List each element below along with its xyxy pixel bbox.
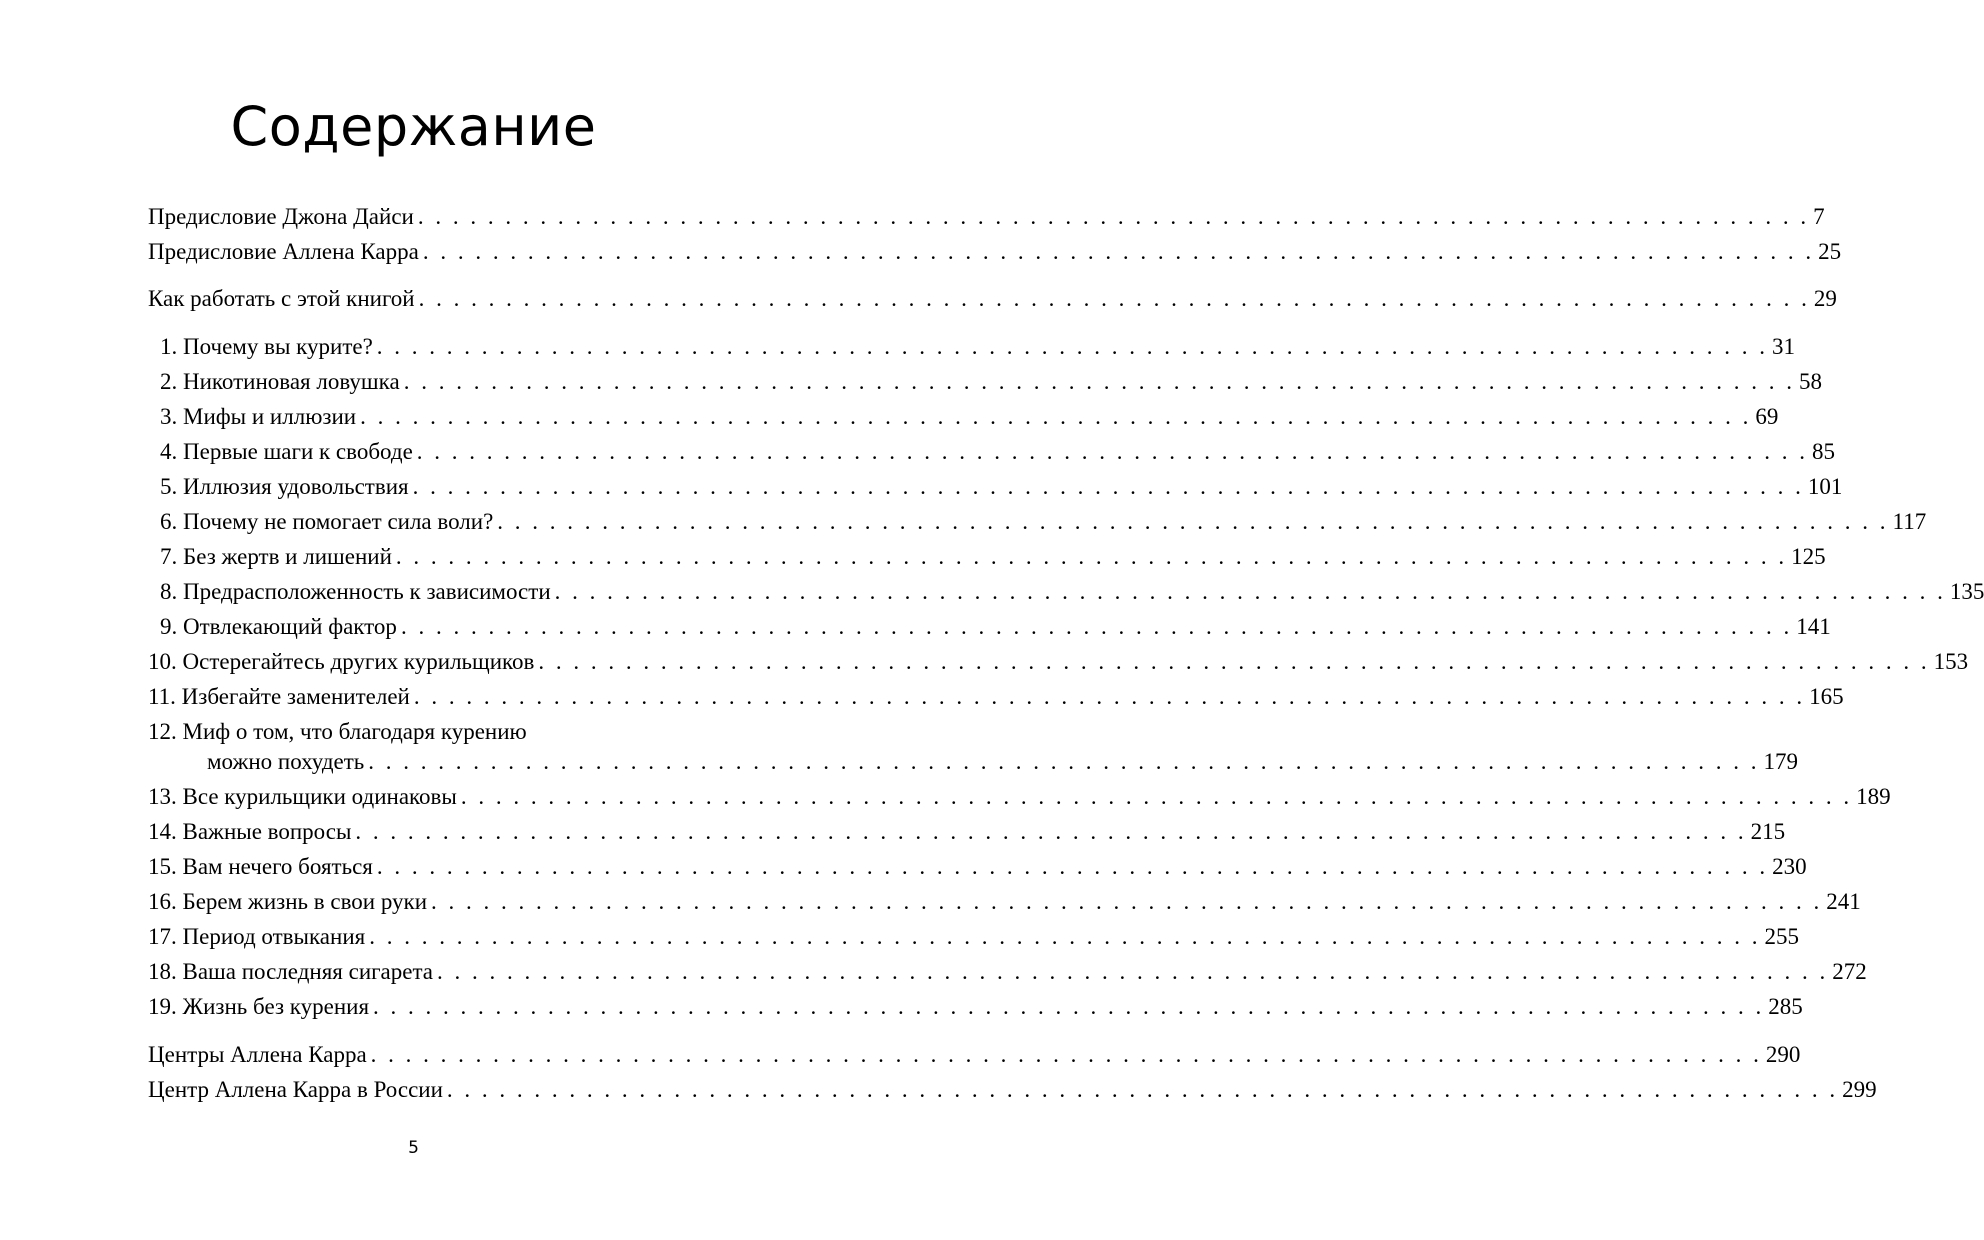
toc-entry-page: 153	[1933, 649, 1969, 674]
toc-entry-label: Остерегайтесь других курильщиков	[182, 649, 535, 674]
toc-entry-label: Предрасположенность к зависимости	[183, 579, 551, 604]
toc-entry-number: 7.	[160, 544, 183, 569]
toc-entry-page: 31	[1772, 334, 1796, 359]
toc-entry-page: 117	[1892, 509, 1927, 534]
toc-entry-number: 8.	[160, 579, 183, 604]
toc-entry[interactable]	[148, 886, 1861, 918]
toc-entry[interactable]	[148, 1039, 1801, 1071]
toc-entry-label: Мифы и иллюзии	[183, 404, 357, 429]
dot-leader: . . . . . . . . . . . . . . . . . . . . . . . . . . . . . . . . . . . . . . . . . . . . . . . . . . . . . . . . . . . . . . . . . . . . . . . . . . . . . . . .	[400, 614, 1793, 639]
toc-entry-page: 241	[1826, 889, 1861, 914]
dot-leader: . . . . . . . . . . . . . . . . . . . . . . . . . . . . . . . . . . . . . . . . . . . . . . . . . . . . . . . . . . . . . . . . . . . . . . . . . . . . . . . .	[360, 404, 1752, 429]
toc-entry[interactable]	[148, 851, 1807, 883]
toc-entry-label: Ваша последняя сигарета	[182, 959, 434, 984]
toc-entry[interactable]	[160, 401, 1779, 433]
toc-entry[interactable]	[160, 471, 1843, 503]
toc-entry-label: Отвлекающий фактор	[183, 614, 397, 639]
toc-entry[interactable]	[148, 991, 1803, 1023]
toc-entry[interactable]	[148, 236, 1842, 268]
toc-entry-number: 15.	[148, 854, 183, 879]
dot-leader: . . . . . . . . . . . . . . . . . . . . . . . . . . . . . . . . . . . . . . . . . . . . . . . . . . . . . . . . . . . . . . . . . . . . . . . . . . . . . . . .	[417, 204, 1810, 229]
toc-entry-page: 7	[1813, 204, 1825, 229]
toc-entry[interactable]	[207, 746, 1799, 778]
dot-leader: . . . . . . . . . . . . . . . . . . . . . . . . . . . . . . . . . . . . . . . . . . . . . . . . . . . . . . . . . . . . . . . . . . . . . . . . . . . . . . . .	[416, 439, 1809, 464]
toc-entry[interactable]	[160, 436, 1836, 468]
toc-entry-label: Центр Аллена Карра в России	[148, 1077, 443, 1102]
toc-entry-page: 285	[1768, 994, 1803, 1019]
toc-entry[interactable]	[148, 681, 1844, 713]
toc-entry-label: Никотиновая ловушка	[183, 369, 400, 394]
toc-entry-page: 272	[1832, 959, 1867, 984]
toc-entry-number: 17.	[148, 924, 183, 949]
dot-leader: . . . . . . . . . . . . . . . . . . . . . . . . . . . . . . . . . . . . . . . . . . . . . . . . . . . . . . . . . . . . . . . . . . . . . . . . . . . . . . . .	[376, 334, 1769, 359]
toc-entry[interactable]	[160, 331, 1796, 363]
toc-entry-page: 299	[1842, 1077, 1877, 1102]
toc-entry-page: 101	[1807, 474, 1843, 499]
toc-entry-label: Период отвыкания	[182, 924, 366, 949]
toc-entry-label: Первые шаги к свободе	[183, 439, 413, 464]
toc-entry[interactable]	[160, 576, 1984, 608]
dot-leader: . . . . . . . . . . . . . . . . . . . . . . . . . . . . . . . . . . . . . . . . . . . . . . . . . . . . . . . . . . . . . . . . . . . . . . . . . . . . . . . .	[376, 854, 1769, 879]
dot-leader: . . . . . . . . . . . . . . . . . . . . . . . . . . . . . . . . . . . . . . . . . . . . . . . . . . . . . . . . . . . . . . . . . . . . . . . . . . . . . . . .	[554, 579, 1946, 604]
toc-entry-number: 4.	[160, 439, 183, 464]
dot-leader: . . . . . . . . . . . . . . . . . . . . . . . . . . . . . . . . . . . . . . . . . . . . . . . . . . . . . . . . . . . . . . . . . . . . . . . . . . . . . . . .	[373, 994, 1765, 1019]
toc-entry-label: Иллюзия удовольствия	[183, 474, 409, 499]
toc-entry-number: 18.	[148, 959, 183, 984]
dot-leader: . . . . . . . . . . . . . . . . . . . . . . . . . . . . . . . . . . . . . . . . . . . . . . . . . . . . . . . . . . . . . . . . . . . . . . . . . . . . . . . .	[370, 1042, 1762, 1067]
toc-entry[interactable]	[160, 506, 1927, 538]
toc-entry[interactable]	[160, 366, 1822, 398]
toc-entry-label: Без жертв и лишений	[183, 544, 392, 569]
toc-entry-number: 16.	[148, 889, 183, 914]
toc-entry[interactable]	[160, 541, 1826, 573]
dot-leader: . . . . . . . . . . . . . . . . . . . . . . . . . . . . . . . . . . . . . . . . . . . . . . . . . . . . . . . . . . . . . . . . . . . . . . . . . . . . . . . .	[538, 649, 1930, 674]
toc-entry-page: 189	[1856, 784, 1891, 809]
dot-leader: . . . . . . . . . . . . . . . . . . . . . . . . . . . . . . . . . . . . . . . . . . . . . . . . . . . . . . . . . . . . . . . . . . . . . . . . . . . . . . . .	[418, 286, 1810, 311]
toc-entry-label: Предисловие Аллена Карра	[148, 239, 419, 264]
toc-entry-number: 1.	[160, 334, 183, 359]
toc-entry[interactable]	[148, 201, 1825, 233]
toc-entry-page: 141	[1796, 614, 1831, 639]
toc-entry-label: Все курильщики одинаковы	[182, 784, 457, 809]
dot-leader: . . . . . . . . . . . . . . . . . . . . . . . . . . . . . . . . . . . . . . . . . . . . . . . . . . . . . . . . . . . . . . . . . . . . . . . . . . . . . . . .	[497, 509, 1889, 534]
toc-entry-page: 29	[1813, 286, 1837, 311]
dot-leader: . . . . . . . . . . . . . . . . . . . . . . . . . . . . . . . . . . . . . . . . . . . . . . . . . . . . . . . . . . . . . . . . . . . . . . . . . . . . . . . .	[412, 474, 1804, 499]
dot-leader: . . . . . . . . . . . . . . . . . . . . . . . . . . . . . . . . . . . . . . . . . . . . . . . . . . . . . . . . . . . . . . . . . . . . . . . . . . . . . . . .	[355, 819, 1747, 844]
dot-leader: . . . . . . . . . . . . . . . . . . . . . . . . . . . . . . . . . . . . . . . . . . . . . . . . . . . . . . . . . . . . . . . . . . . . . . . . . . . . . . . .	[446, 1077, 1839, 1102]
toc-entry-label: Центры Аллена Карра	[148, 1042, 367, 1067]
toc-entry[interactable]	[148, 816, 1786, 848]
toc-entry-page: 125	[1791, 544, 1826, 569]
toc-entry-label: Почему вы курите?	[183, 334, 373, 359]
toc-entry-label: Миф о том, что благодаря курению	[182, 719, 527, 744]
toc-entry-page: 165	[1809, 684, 1844, 709]
toc-entry-label: Вам нечего бояться	[182, 854, 373, 879]
toc-entry[interactable]	[160, 611, 1831, 643]
toc-entry-page: 25	[1818, 239, 1842, 264]
toc-entry-number: 11.	[148, 684, 182, 709]
toc-entry[interactable]	[148, 781, 1891, 813]
toc-entry-page: 179	[1763, 749, 1799, 774]
dot-leader: . . . . . . . . . . . . . . . . . . . . . . . . . . . . . . . . . . . . . . . . . . . . . . . . . . . . . . . . . . . . . . . . . . . . . . . . . . . . . . . .	[460, 784, 1853, 809]
toc-entry-number: 6.	[160, 509, 183, 534]
toc-entry[interactable]	[148, 283, 1837, 315]
toc-entry[interactable]	[148, 956, 1867, 988]
toc-entry-label-continuation: можно похудеть	[207, 749, 365, 774]
toc-entry-number: 5.	[160, 474, 183, 499]
toc-entry-page: 135	[1949, 579, 1984, 604]
toc-entry[interactable]	[148, 1074, 1877, 1106]
toc-entry-label: Избегайте заменителей	[181, 684, 410, 709]
page-title: Содержание	[230, 95, 597, 158]
toc-entry-number: 9.	[160, 614, 183, 639]
toc-entry[interactable]	[148, 646, 1969, 678]
toc-entry-line	[148, 716, 527, 748]
toc-entry-page: 58	[1798, 369, 1822, 394]
toc-entry-label: Важные вопросы	[182, 819, 352, 844]
page-number: 5	[408, 1138, 419, 1158]
dot-leader: . . . . . . . . . . . . . . . . . . . . . . . . . . . . . . . . . . . . . . . . . . . . . . . . . . . . . . . . . . . . . . . . . . . . . . . . . . . . . . . .	[368, 749, 1760, 774]
dot-leader: . . . . . . . . . . . . . . . . . . . . . . . . . . . . . . . . . . . . . . . . . . . . . . . . . . . . . . . . . . . . . . . . . . . . . . . . . . . . . . . .	[403, 369, 1795, 394]
toc-entry-number: 2.	[160, 369, 183, 394]
toc-entry-page: 85	[1812, 439, 1836, 464]
toc-entry-label: Как работать с этой книгой	[148, 286, 415, 311]
toc-entry-page: 230	[1772, 854, 1807, 879]
toc-entry-label: Предисловие Джона Дайси	[148, 204, 414, 229]
toc-entry-label: Почему не помогает сила воли?	[183, 509, 494, 534]
toc-entry-number: 12.	[148, 719, 183, 744]
toc-entry-page: 69	[1755, 404, 1779, 429]
dot-leader: . . . . . . . . . . . . . . . . . . . . . . . . . . . . . . . . . . . . . . . . . . . . . . . . . . . . . . . . . . . . . . . . . . . . . . . . . . . . . . . .	[422, 239, 1815, 264]
dot-leader: . . . . . . . . . . . . . . . . . . . . . . . . . . . . . . . . . . . . . . . . . . . . . . . . . . . . . . . . . . . . . . . . . . . . . . . . . . . . . . . .	[437, 959, 1829, 984]
dot-leader: . . . . . . . . . . . . . . . . . . . . . . . . . . . . . . . . . . . . . . . . . . . . . . . . . . . . . . . . . . . . . . . . . . . . . . . . . . . . . . . .	[431, 889, 1823, 914]
toc-entry-number: 13.	[148, 784, 183, 809]
toc-entry-number: 14.	[148, 819, 183, 844]
dot-leader: . . . . . . . . . . . . . . . . . . . . . . . . . . . . . . . . . . . . . . . . . . . . . . . . . . . . . . . . . . . . . . . . . . . . . . . . . . . . . . . .	[369, 924, 1761, 949]
toc-entry-number: 10.	[148, 649, 183, 674]
toc-entry-number: 19.	[148, 994, 183, 1019]
toc-entry-label: Жизнь без курения	[182, 994, 370, 1019]
dot-leader: . . . . . . . . . . . . . . . . . . . . . . . . . . . . . . . . . . . . . . . . . . . . . . . . . . . . . . . . . . . . . . . . . . . . . . . . . . . . . . . .	[413, 684, 1806, 709]
toc-entry-number: 3.	[160, 404, 183, 429]
toc-entry[interactable]	[148, 921, 1799, 953]
toc-entry-label: Берем жизнь в свои руки	[182, 889, 428, 914]
toc-entry-page: 290	[1765, 1042, 1801, 1067]
toc-entry-page: 215	[1750, 819, 1786, 844]
dot-leader: . . . . . . . . . . . . . . . . . . . . . . . . . . . . . . . . . . . . . . . . . . . . . . . . . . . . . . . . . . . . . . . . . . . . . . . . . . . . . . . .	[395, 544, 1788, 569]
toc-entry-page: 255	[1764, 924, 1799, 949]
